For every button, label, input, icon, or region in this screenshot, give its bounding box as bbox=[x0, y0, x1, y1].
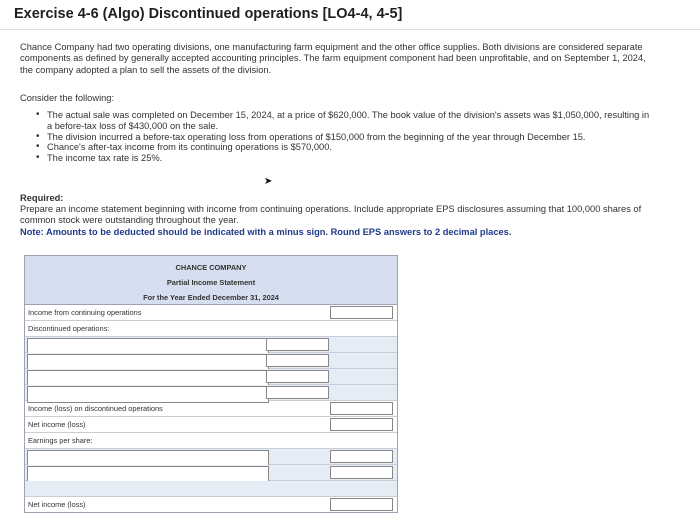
list-item: • The income tax rate is 25%. bbox=[36, 152, 163, 164]
row-label: Net income (loss) bbox=[28, 420, 86, 429]
line-item-amount-input[interactable] bbox=[266, 354, 329, 367]
income-statement-table bbox=[24, 255, 398, 513]
amount-spacer bbox=[266, 306, 329, 319]
list-item: • The actual sale was completed on December 15, 2024, at a price of $620,000. The book value of the division's assets was $1,050,000, resulting in a before-tax loss of $430,000 on the sale. bbox=[36, 109, 650, 131]
statement-period: For the Year Ended December 31, 2024 bbox=[143, 293, 279, 302]
intro-paragraph: Chance Company had two operating divisions, one manufacturing farm equipment and the other office supplies. Both divisions are considered separate components as defined by generally accepted accounting principles. The farm equipment component had been unprofitable, and on September 1, 2024, the company adopted a plan to sell the assets of the division. bbox=[20, 42, 646, 75]
list-item: • Chance's after-tax income from its continuing operations is $570,000. bbox=[36, 141, 332, 153]
table-row bbox=[25, 497, 397, 512]
table-row bbox=[25, 401, 397, 417]
list-item: • The division incurred a before-tax operating loss from operations of $150,000 from the beginning of the year through December 15. bbox=[36, 130, 586, 142]
mouse-cursor-icon: ➤ bbox=[264, 176, 273, 187]
eps-amount-input[interactable] bbox=[330, 466, 393, 479]
row-label: Income (loss) on discontinued operations bbox=[28, 404, 163, 413]
table-row bbox=[25, 417, 397, 433]
line-item-amount-input[interactable] bbox=[266, 338, 329, 351]
table-row bbox=[25, 369, 397, 385]
eps-net-income-input[interactable] bbox=[330, 498, 393, 511]
line-item-amount-input[interactable] bbox=[266, 386, 329, 399]
required-text: Prepare an income statement beginning with income from continuing operations. Include appropriate EPS disclosures assuming that 100,000 shares of common stock were outstanding throughout the year. bbox=[20, 204, 642, 226]
table-row bbox=[25, 433, 397, 449]
required-label: Required: bbox=[20, 193, 64, 203]
row-label: Earnings per share: bbox=[28, 436, 93, 445]
page-title: Exercise 4-6 (Algo) Discontinued operations [LO4-4, 4-5] bbox=[14, 6, 403, 22]
row-label: Income from continuing operations bbox=[28, 308, 142, 317]
company-name: CHANCE COMPANY bbox=[175, 263, 247, 272]
consider-heading: Consider the following: bbox=[20, 93, 115, 103]
fact-list bbox=[36, 110, 656, 164]
table-row bbox=[25, 337, 397, 353]
table-row bbox=[25, 465, 397, 481]
line-item-amount-input[interactable] bbox=[266, 370, 329, 383]
table-row bbox=[25, 481, 397, 497]
income-continuing-amount-input[interactable] bbox=[330, 306, 393, 319]
required-section bbox=[20, 193, 670, 238]
row-label: Discontinued operations: bbox=[28, 324, 110, 333]
net-income-amount-input[interactable] bbox=[330, 418, 393, 431]
table-row bbox=[25, 353, 397, 369]
statement-name: Partial Income Statement bbox=[166, 278, 256, 287]
table-row bbox=[25, 385, 397, 401]
title-divider bbox=[0, 29, 700, 30]
required-note: Note: Amounts to be deducted should be indicated with a minus sign. Round EPS answers to 2 decimal places. bbox=[20, 226, 512, 237]
statement-header bbox=[25, 256, 397, 305]
eps-amount-input[interactable] bbox=[330, 450, 393, 463]
row-label: Net income (loss) bbox=[28, 500, 86, 509]
table-row bbox=[25, 321, 397, 337]
table-row bbox=[25, 449, 397, 465]
discontinued-amount-input[interactable] bbox=[330, 402, 393, 415]
table-row bbox=[25, 305, 397, 321]
